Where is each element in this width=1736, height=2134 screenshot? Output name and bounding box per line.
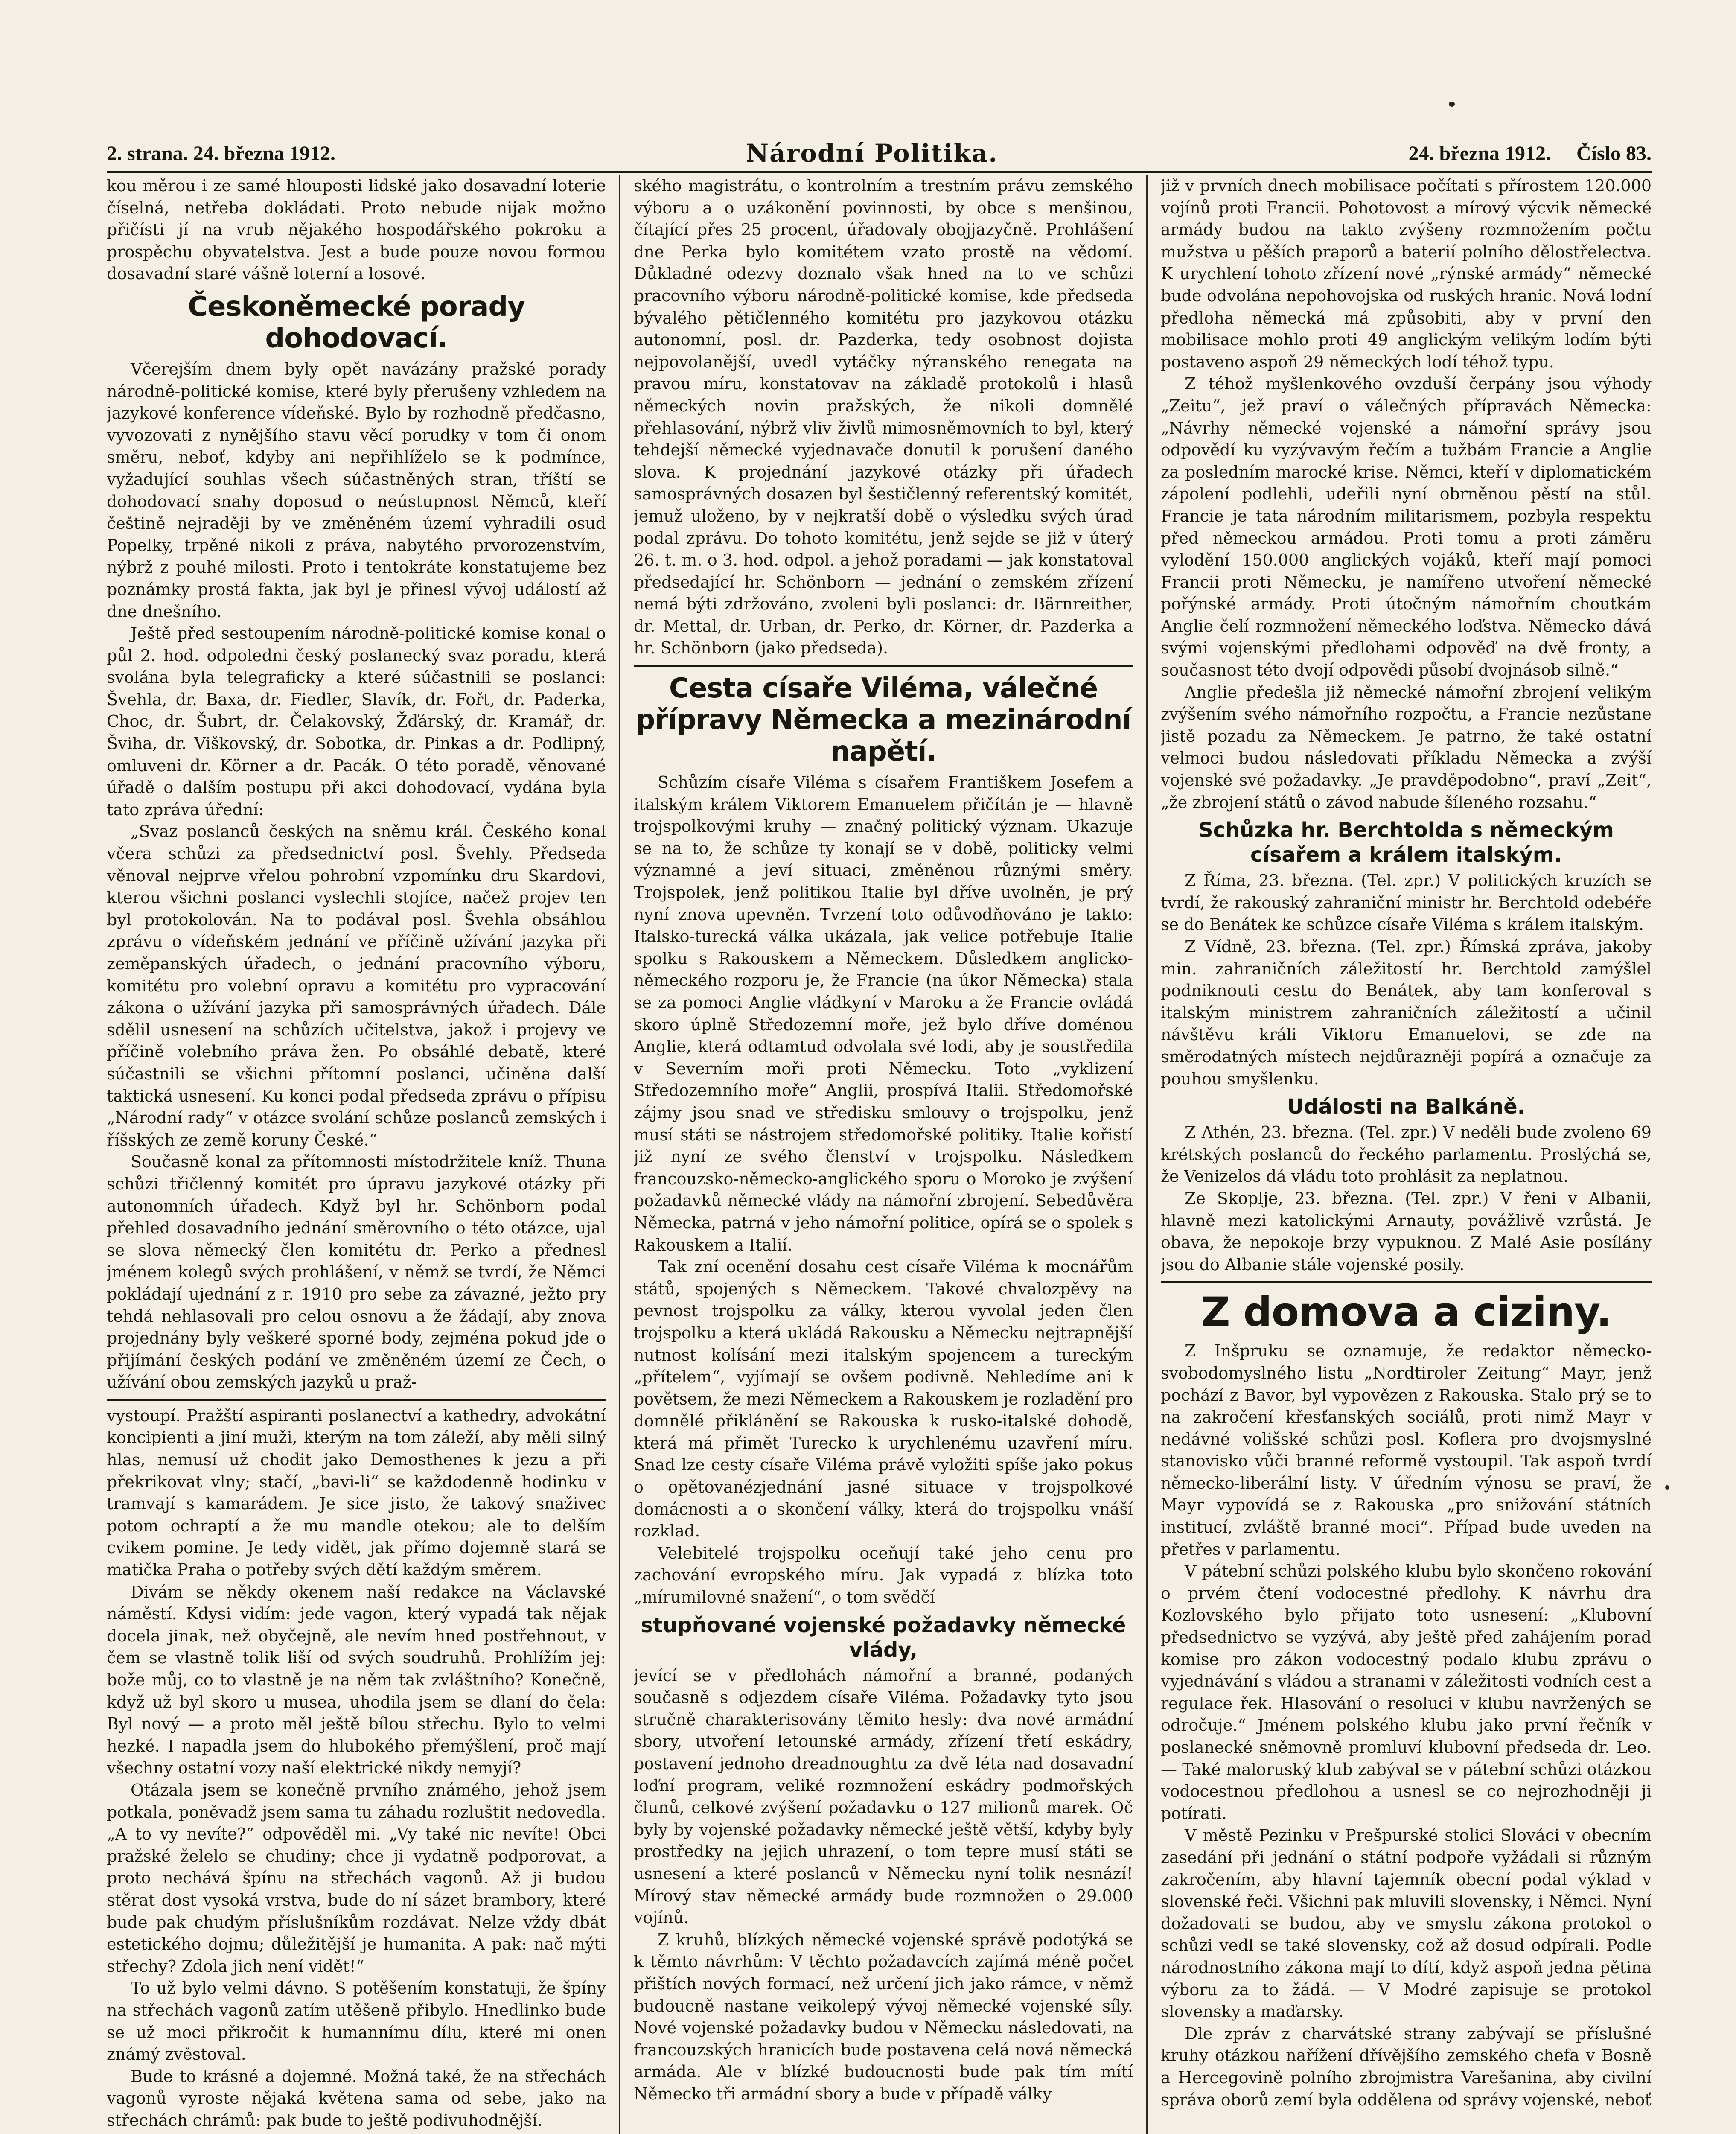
news-item: Z Athén, 23. března. (Tel. zpr.) V neděli bude zvoleno 69 krétských poslanců do řeckého parlamentu. Proslýchá se, že Venizelos dá vládu toto prohlásit za neplatnou. (1161, 1123, 1652, 1186)
section-divider (1161, 1281, 1652, 1283)
news-item: Z Říma, 23. března. (Tel. zpr.) V politických kruzích se tvrdí, že rakouský zahraniční ministr hr. Berchtold odebéře se do Benátek ke schůzce císaře Viléma s králem italským. (1161, 871, 1652, 934)
article-paragraph: jevící se v předlohách námořní a branné, podaných současně s odjezdem císaře Viléma. Požadavky tyto jsou stručně charakterisovány těmito hesly: dva nové armádní sbory, utvoření letounské armády, zřízení třetí eskádry, postavení jednoho dreadnoughtu za dvě léta nad dosavadní loďní program, veliké rozmnožení eskádry podmořských člunů, celkové zvýšení požadavku o 127 milionů marek. Oč byly by vojenské požadavky německé ještě větší, kdyby byly prostředky na jejich uhrazení, o tom tepre musí státi se usnesení a které poslanců v Německu nyní tolik nesnází! Mírový stav německé armády bude rozmnožen o 29.000 vojínů. (634, 1666, 1133, 1927)
column-2 (634, 175, 1133, 2134)
news-item: Z Vídně, 23. března. (Tel. zpr.) Římská zpráva, jakoby min. zahraničních záležitostí hr. Berchtold zamýšlel podniknouti cestu do Benátek, aby tam konferoval s italským ministrem zahraničních záležitostí a učinil návštěvu králi Viktoru Emanuelovi, se zde na směrodatných místech nejdůrazněji popírá a označuje za pouhou smyšlenku. (1161, 937, 1652, 1088)
issue-number: Číslo 83. (1576, 142, 1652, 165)
article-paragraph: Z kruhů, blízkých německé vojenské správě podotýká se k těmto návrhům: V těchto požadavcích zajímá méně počet přištích nových formací, než určení jich jako rámce, v němž budoucně nastane veikolepý vývoj německé vojenské síly. Nové vojenské požadavky budou v Německu následovati, na francouzských hranicích bude postavena celá nová německá armáda. Ale v blízké budoucnosti bude pak tím mítí Německo tři armádní sbory a bude v případě války (634, 1930, 1133, 2103)
page-number-date: 2. strana. 24. března 1912. (107, 142, 335, 165)
article-headline: Cesta císaře Viléma, válečné přípravy Německa a mezinárodní napětí. (635, 673, 1131, 768)
article-continuation: ského magistrátu, o kontrolním a trestním právu zemského výboru a o uzákonění povinnosti, by obce s menšinou, čítající přes 25 procent, úřadovaly obojjazyčně. Prohlášení dne Perka bylo komitétem vzato prostě na vědomí. Důkladné odezvy doznalo však hned na to ve schůzi pracovního výboru národně-politické komise, kde předseda bývalého pětičlenného komitétu pro jazykovou otázku autonomní, posl. dr. Pazderka, tedy osobnost dojista nejpovolanější, uvedl vytáčky nýranského renegata na pravou míru, konstatovav na základě protokolů i hlasů německých novin pražských, že nikoli domnělé přehlasování, nýbrž vliv živlů mimosněmovních to byl, který tehdejší německé vyjednavače donutil k porušení daného slova. K projednání jazykové otázky při úřadech samosprávných dosazen byl šestičlenný referentský komitét, jemuž uloženo, by v nejkratší době o výsledku svých úrad podal zprávu. Do tohoto komitétu, jenž sejde se již v úterý 26. t. m. o 3. hod. odpol. a jehož poradami — jak konstatoval předsedající hr. Schönborn — jednání o zemském zřízení nemá býti zdržováno, zvoleni byli poslanci: dr. Bärnreither, dr. Mettal, dr. Urban, dr. Perko, dr. Körner, dr. Pazderka a hr. Schönborn (jako předseda). (634, 176, 1133, 658)
article-paragraph: Z téhož myšlenkového ovzduší čerpány jsou výhody „Zeitu“, jež praví o válečných přípravách Německa: „Návrhy německé vojenské a námořní správy jsou odpovědí ku vyzývavým řečím a tužbám Francie a Anglie za posledním marocké krise. Němci, kteří v diplomatickém zápolení podlehli, udeřili nyní obrněnou pěstí na stůl. Francie je tata národním militarismem, pozbyla respektu před německou armádou. Proti tomu a proti záměru vylodění 150.000 anglických vojáků, kteří mají pomoci Francii proti Německu, je namířeno utvoření německé pořýnské armády. Proti útočným námořním choutkám Anglie čelí rozmnožení německého loďstva. Německo dává svými vojenskými předlohami odpověď na dvě fronty, a současnost této dvojí odpovědi působí dvojnásob silně.“ (1161, 374, 1652, 680)
article-paragraph: Schůzím císaře Viléma s císařem Františkem Josefem a italským králem Viktorem Emanuelem přičítán je — hlavně trojspolkovými kruhy — značný politický význam. Ukazuje se na to, že schůze ty konají se v době, politicky velmi významné a jeví situaci, změněnou různými směry. Trojspolek, jenž politikou Italie byl dříve uvolněn, je prý nyní znova upevněn. Tvrzení toto odůvodňováno je takto: Italsko-turecká válka ukázala, jak velice potřebuje Italie spolku s Rakouskem a Německem. Důsledkem anglicko-německého rozporu je, že Francie (na úkor Německa) stala se za pomoci Anglie vládkyní v Maroku a že Francie ovládá skoro úplně Středozemní moře, jež bylo dříve doménou Anglie, která odtamtud odvolala své lodi, aby je soustředila v Severním moři proti Německu. Toto „vyklizení Středozemního moře“ Anglii, prospívá Italii. Středomořské zájmy jsou snad ve středisku smlouvy o trojspolku, jenž musí státi se nástrojem středomořské politiky. Italie kořistí již nyní ze svého členství v trojspolku. Následkem francouzsko-německo-anglického sporu o Moroko je zvýšení požadavků německé vlády na námořní zbrojení. Sebedůvěra Německa, patrná v jeho námořní politice, opírá se o spolek s Rakouskem a Italií. (634, 773, 1133, 1254)
columns (107, 175, 1652, 2134)
article-subheadline: stupňované vojenské požadavky německé vlády, (641, 1613, 1126, 1662)
header-right (1409, 142, 1652, 165)
article-continuation: již v prvních dnech mobilisace počítati s přírostem 120.000 vojínů proti Francii. Pohotovost a mírový výcvik německé armády budou na takto zvýšeny rozmnožením počtu mužstva u pěších praporů a baterií polního dělostřelectva. K urychlení tohoto zřízení nové „rýnské armády“ německé bude odvolána nepohovojska od ruských hranic. Nová lodní předloha německá má způsobiti, aby v první den mobilisace mohlo proti 49 anglickým velikým lodím býti postaveno aspoň 29 německých lodí téhož typu. (1161, 176, 1652, 371)
news-item: Z Inšpruku se oznamuje, že redaktor německo-svobodomyslného listu „Nordtiroler Zeitung“ Mayr, jenž pochází z Bavor, byl vypovězen z Rakouska. Stalo prý se to na zakročení křesťanských sociálů, proti nimž Mayr v nedávné volišské schůzi posl. Koflera pro dvojsmyslné stanovisko vůči branné reformě vystoupil. Tak aspoň tvrdí německo-liberální listy. V úředním výnosu se praví, že Mayr vypovídá se z Rakouska „pro snižování státních institucí, zvláště branné moci“. Případ bude uveden na přetřes v parlamentu. (1161, 1341, 1652, 1559)
news-headline: Schůzka hr. Berchtolda s německým císařem a králem italským. (1198, 818, 1614, 867)
article-headline: Českoněmecké porady dohodovací. (188, 291, 525, 354)
feuilleton-paragraph: Bude to krásné a dojemné. Možná také, že na střechách vagonů vyroste nějaká květena sama od sebe, jako na střechách chrámů: pak bude to ještě podivuhodnější. (107, 2067, 606, 2130)
article-paragraph: Tak zní ocenění dosahu cest císaře Viléma k mocnářům států, spojených s Německem. Takové chvalozpěvy na pevnost trojspolku za války, kterou vyvolal jeden člen trojspolku a která ukládá Rakousku a Německu nejtrapnější nutnost kolísání mezi italským spojencem a tureckým „přítelem“, vyjímají se ovšem podivně. Nehledíme ani k povětsem, že mezi Německem a Rakouskem je rozladění pro domnělé přiklánění se Rakouska k rusko-italské dohodě, která má přimět Turecko k urychlenému uzavření míru. Snad lze cesty císaře Viléma právě vyložiti spíše jako pokus o opětovanézjednání jasné situace v trojspolkové domácnosti a o skončení války, která do trojspolku vnáší rozklad. (634, 1257, 1133, 1541)
article-paragraph: Anglie předešla již německé námořní zbrojení velikým zvýšením svého námořního rozpočtu, a Francie nezůstane jistě pozadu za Německem. Je patrno, že také ostatní velmoci budou následovati příkladu Německa a zvýší vojenské své požadavky. „Je pravděpodobno“, praví „Zeit“, „že zbrojení států o závod nabude šíleného rozsahu.“ (1161, 682, 1652, 812)
article-paragraph: Velebitelé trojspolku oceňují také jeho cenu pro zachování evropského míru. Jak vypadá z blízka toto „mírumilovné snažení“, o tom svědčí (634, 1543, 1133, 1607)
article-paragraph: Současně konal za přítomnosti místodržitele kníž. Thuna schůzi třičlenný komitét pro úpravu jazykové otázky při autonomních úřadech. Když byl hr. Schönborn podal přehled dosavadního jednání směrovního o této otázce, ujal se slova německý člen komitétu dr. Perko a přednesl jménem kolegů svých prohlášení, v němž se tvrdí, že Němci pokládají ujednání z r. 1910 pro sebe za závazné, ježto pry tehdá nehlasovali pro celou osnovu a že žádají, aby znova projednány byly veškeré sporné body, zejména pokud jde o přijímání českých podání ve změněném území ze Čech, o užívání obou zemských jazyků u praž- (107, 1152, 606, 1392)
header-date: 24. března 1912. (1408, 142, 1551, 165)
column-3 (1161, 175, 1652, 2134)
ink-spot (1449, 102, 1455, 107)
news-item: Dle zpráv z charvátské strany zabývají se příslušné kruhy otázkou nařížení dřívějšího zemského chefa v Bosně a Hercegovině polního zbrojmistra Varešanina, aby civilní správa oborů zemí byla oddělena od správy vojenské, neboť (1161, 2024, 1652, 2109)
feuilleton-paragraph: Divám se někdy okenem naší redakce na Václavské náměstí. Kdysi vidím: jede vagon, který vypadá tak nějak docela jinak, než obyčejně, ale nevím hned postřehnout, v čem se vlastně tolik liší od svých soudruhů. Prohlížím jej: bože můj, co to vlastně je na něm tak zvláštního? Konečně, když už byl skoro u musea, uhodila jsem se dlaní do čela: Byl nový — a proto měl ještě bílou střechu. Bylo to velmi hezké. I napadla jsem do hlubokého přemýšlení, proč mají všechny ostatní vozy naší elektrické nikdy nemyjí? (107, 1582, 606, 1778)
page-header (107, 136, 1652, 173)
article-paragraph: „Svaz poslanců českých na sněmu král. Českého konal včera schůzi za předsednictví posl. Švehly. Předseda věnoval nejprve vřelou pohrobní vzpomínku dru Skardovi, kterou všichni poslanci vyslechli stojíce, načež projev ten byl protokolován. Na to podával posl. Švehla obsáhlou zprávu o vídeňském jednání ve příčině užívání jazyka při zeměpanských úřadech, o jednání pracovního výboru, komitétu pro volební opravu a komitétu pro vypracování zákona o užívání jazyka při samosprávných úřadech. Dále sdělil usnesení na schůzích učitelstva, jakož i projevy ve příčině volebního práva žen. Po obsáhlé debatě, které súčastnili se všichni přítomní poslanci, učiněna další taktická usnesení. Ku konci podal předseda zprávu o přípisu „Národní rady“ v otázce svolání schůze poslanců zemských i říšských ze země koruny České.“ (107, 822, 606, 1149)
news-headline: Události na Balkáně. (1287, 1095, 1525, 1119)
article-paragraph: Ještě před sestoupením národně-politické komise konal o půl 2. hod. odpoledni český poslanecký svaz poradu, která svolána byla telegraficky a které súčastnili se poslanci: Švehla, dr. Baxa, dr. Fiedler, Slavík, dr. Fořt, dr. Paderka, Choc, dr. Šubrt, dr. Čelakovský, Žďárský, dr. Kramář, dr. Šviha, dr. Viškovský, dr. Sobotka, dr. Pinkas a dr. Podlipný, omluveni dr. Körner a dr. Pacák. O této poradě, věnované úřadě o dalším postupu při akci dohodovací, vydána byla tato zpráva úřední: (107, 624, 606, 819)
feuilleton-paragraph: To už bylo velmi dávno. S potěšením konstatuji, že špíny na střechách vagonů zatím utěšeně přibylo. Hnedlinko bude se už moci přikročit k humannímu dílu, které mi onen známý zvěstoval. (107, 1979, 606, 2064)
news-item: V pátební schůzi polského klubu bylo skončeno rokování o prvém čtení vodocestné předlohy. K návrhu dra Kozlovského bylo přijato toto usnesení: „Klubovní předsednictvo se vyzývá, aby ještě před zahájením porad komise pro zákon vodocestný podalo klubu zprávu o vyjednávání s vládou a stranami v záležitosti vodních cest a regulace řek. Hlasování o resoluci v klubu navržených se odročuje.“ Jménem polského klubu jako první řečník v poslanecké sněmovně promluví klubovní předseda dr. Leo. — Také maloruský klub zabýval se v pátební schůzi otázkou vodocestnou předlohou a usnesl se co nejrozhodněji ji potírati. (1161, 1562, 1652, 1823)
feuilleton-paragraph: Otázala jsem se konečně prvního známého, jehož jsem potkala, poněvadž jsem sama tu záhadu rozluštit nedovedla. „A to vy nevíte?“ odpověděl mi. „Vy také nic nevíte! Obci pražské želelo se chudiny; chce ji vydatně podporovat, a proto nechává špínu na střechách vagonů. Až ji budou stěrat dost vysoká vrstva, bude do ní sázet brambory, které bude pak chudým příslušníkům rozdávat. Nelze vždy dbát estetického dojmu; důležitější je humanita. A pak: nač mýti střechy? Zdola jich není vidět!“ (107, 1780, 606, 1976)
column-1 (107, 175, 606, 2134)
masthead: Národní Politika. (746, 139, 998, 168)
news-item: Ze Skoplje, 23. března. (Tel. zpr.) V řeni v Albanii, hlavně mezi katolickými Arnauty, povážlivě vzrůstá. Je obava, že nepokoje brzy vypuknou. Z Malé Asie posílány jsou do Albanie stále vojenské posily. (1161, 1189, 1652, 1274)
news-item: V městě Pezinku v Prešpurské stolici Slováci v obecním zasedání při jednání o státní podpoře vyžádali si různým zakročením, aby hlavní tajemník obecní podal výklad v slovenské řeči. Všichni pak mluvili slovensky, i Němci. Nyní dožadovati se budou, aby ve smyslu zákona protokol o schůzi vedl se také slovensky, což až dosud odpírali. Podle národnostního zákona mají to dítí, když aspoň jedna pětina výboru za to žádá. — V Modré zapisuje se protokol slovensky a maďarsky. (1161, 1826, 1652, 2021)
section-divider (634, 665, 1133, 667)
article-paragraph: Včerejším dnem byly opět navázány pražské porady národně-politické komise, které byly přerušeny vzhledem na jazykové konference vídeňské. Bylo by rozhodně předčasno, vyvozovati z nynějšího stavu věcí porudky v tom či onom směru, neboť, kdyby ani nepřihlíželo se k podmínce, vyžadující souhlas všech súčastněných stran, tříští se dohodovací snahy doposud o neústupnost Němců, kteří češtině nejraději by ve změněném území vyhradili osud Popelky, trpěné nikoli z práva, nabytého prvorozenstvím, nýbrž z pouhé milosti. Proto i tentokráte konstatujeme bez poznámky prostá fakta, jak byl je přinesl vývoj událostí až dne dnešního. (107, 359, 606, 621)
newspaper-page (107, 0, 1652, 2134)
article-continuation: kou měrou i ze samé hlouposti lidské jako dosavadní loterie číselná, netřeba dokládati. Proto nebude nijak možno přičísti jí na vrub nějakého hospodářského pokroku a prospěchu obyvatelstva. Jest a bude pouze novou formou dosavadní staré vášně loterní a losové. (107, 176, 606, 283)
ink-spot (1665, 1485, 1669, 1490)
section-headline: Z domova a ciziny. (1201, 1289, 1611, 1336)
feuilleton-paragraph: vystoupí. Pražští aspiranti poslanectví a kathedry, advokátní koncipienti a jiní muži, kterým na tom záleží, aby měli silný hlas, nemusí už chodit jako Demosthenes k jezu a při překrikovat vlny; stačí, „bavi-li“ se každodenně hodinku v tramvají s kamarádem. Je sice jisto, že takový snaživec potom ochraptí a že mu mandle otekou; ale to delším cvikem pomine. Je tedy vidět, jak přímo dojemně stará se matička Praha o potřeby svých dětí každým směrem. (107, 1406, 606, 1580)
section-divider (107, 1399, 606, 1401)
